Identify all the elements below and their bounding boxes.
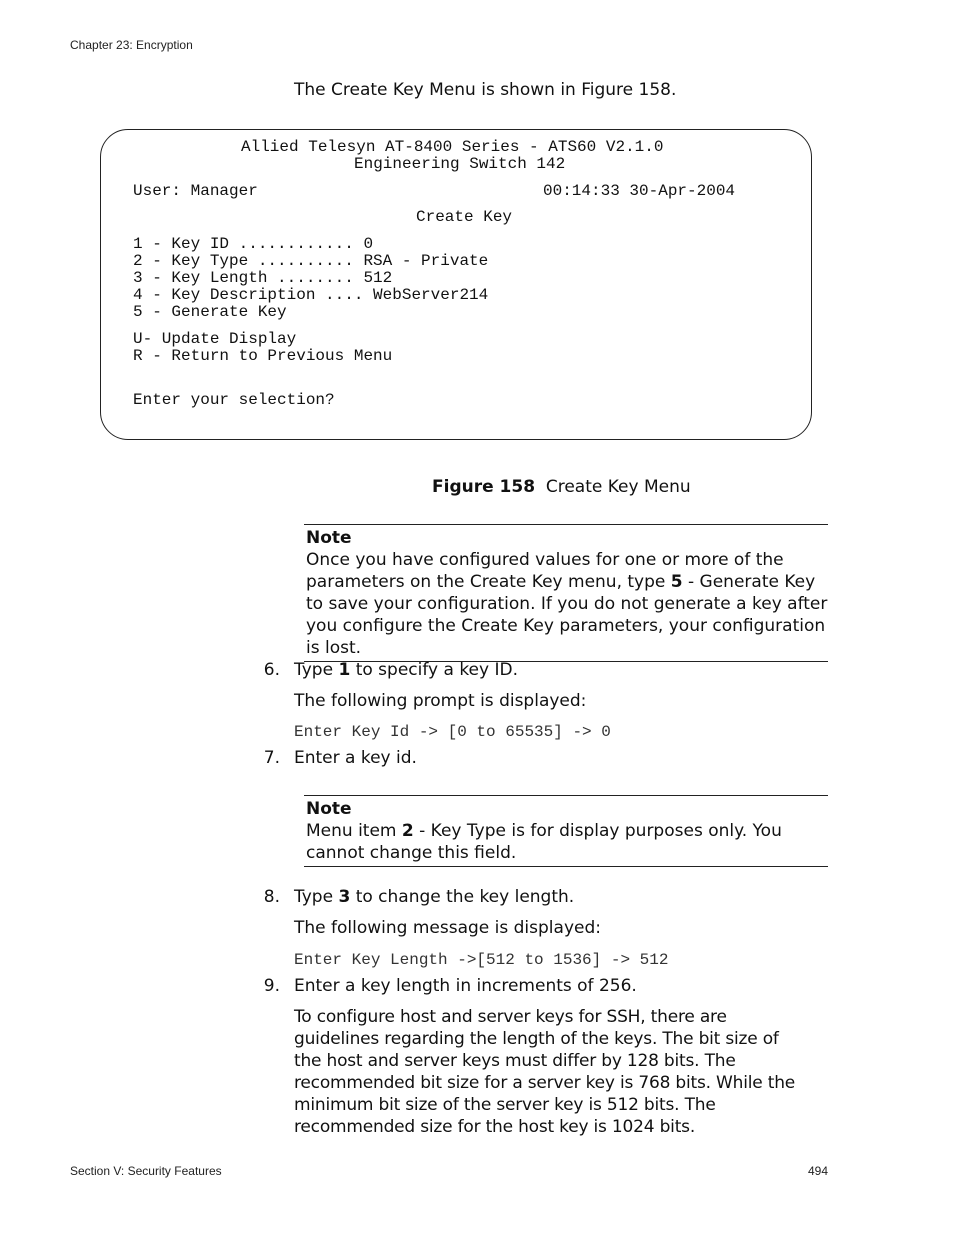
note-text-part: Menu item	[306, 821, 402, 841]
figure-caption	[432, 476, 691, 498]
step-number: 9.	[263, 976, 280, 996]
terminal-user: User: Manager	[133, 182, 258, 200]
step-8-followup: The following message is displayed:	[294, 918, 601, 938]
note-bold: 2	[401, 821, 414, 841]
intro-text: The Create Key Menu is shown in Figure 158.	[294, 80, 677, 100]
code-line: Enter Key Length ->[512 to 1536] -> 512	[294, 951, 669, 969]
menu-item-update-display: U- Update Display	[133, 330, 297, 348]
step-text-part: to specify a key ID.	[350, 660, 518, 680]
note-text-part: Once you have configured values for one or more of the parameters on the Create Key menu, type	[306, 550, 784, 592]
step-text-part: to change the key length.	[350, 887, 575, 907]
terminal-subtitle: Engineering Switch 142	[354, 155, 566, 173]
note-text	[306, 821, 782, 863]
step-bold: 3	[338, 887, 351, 907]
terminal-title: Allied Telesyn AT-8400 Series - ATS60 V2.1.0	[241, 138, 664, 156]
step-number: 7.	[263, 748, 280, 768]
terminal-timestamp: 00:14:33 30-Apr-2004	[543, 182, 736, 200]
menu-item-return: R - Return to Previous Menu	[133, 347, 393, 365]
menu-item-key-type: 2 - Key Type .......... RSA - Private	[133, 252, 489, 270]
menu-item-key-id: 1 - Key ID ............ 0	[133, 235, 374, 253]
step-bold: 1	[338, 660, 351, 680]
page-number: 494	[808, 1164, 829, 1178]
note-text	[306, 550, 827, 658]
step-text: Enter a key id.	[294, 748, 417, 768]
step-text-part: Type	[294, 887, 339, 907]
menu-item-key-description: 4 - Key Description .... WebServer214	[133, 286, 489, 304]
note-text-part: - Key Type is for display purposes only. You cannot change this field.	[306, 821, 782, 863]
note-text-part: - Generate Key to save your configuration. If you do not generate a key after you configure the Create Key parameters, your configuration is lost.	[306, 572, 828, 658]
step-text	[294, 659, 518, 681]
footer-section: Section V: Security Features	[70, 1164, 222, 1178]
step-number: 6.	[263, 660, 280, 680]
note-title: Note	[306, 799, 352, 819]
step-text-part: Type	[294, 660, 339, 680]
terminal-menu-title: Create Key	[416, 208, 513, 226]
figure-label: Figure 158	[432, 477, 536, 497]
step-6-followup: The following prompt is displayed:	[294, 691, 587, 711]
chapter-header: Chapter 23: Encryption	[70, 38, 193, 52]
terminal-prompt: Enter your selection?	[133, 391, 335, 409]
step-text: Enter a key length in increments of 256.	[294, 976, 637, 996]
menu-item-key-length: 3 - Key Length ........ 512	[133, 269, 393, 287]
figure-caption-text: Create Key Menu	[545, 477, 691, 497]
note-bold: 5	[670, 572, 683, 592]
note-box	[304, 524, 828, 662]
code-line: Enter Key Id -> [0 to 65535] -> 0	[294, 723, 611, 741]
note-title: Note	[306, 528, 352, 548]
ssh-guidelines-paragraph: To configure host and server keys for SSH, there are guidelines regarding the length of the keys. The bit size of the host and server keys must differ by 128 bits. The recommended bit size for a server key is 768 bits. While the minimum bit size of the server key is 512 bits. The recommended size for the host key is 1024 bits.	[294, 1007, 796, 1137]
menu-item-generate-key: 5 - Generate Key	[133, 303, 287, 321]
step-text	[294, 886, 574, 908]
step-number: 8.	[263, 887, 280, 907]
note-box	[304, 795, 828, 867]
terminal-screen	[100, 129, 812, 440]
